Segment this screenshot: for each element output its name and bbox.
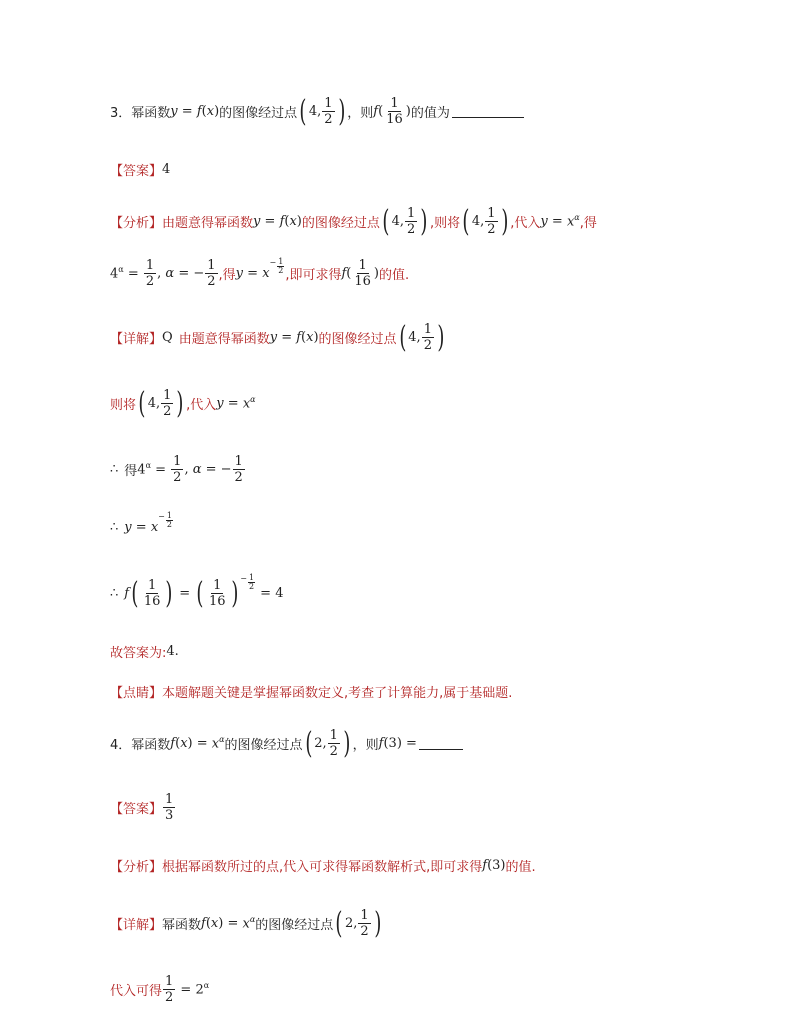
q3-final: 故答案为: 4 . (110, 644, 179, 661)
q3-text: 幂函数 (131, 106, 171, 121)
q4-detail: 【详解】 幂函数 f ( x ) = $x^\alpha$ 的图像经过点 ( 2, $\frac{1}{2}$ ) (110, 905, 382, 941)
q3-step2: ∴ 得 $4^\alpha$ = $\frac{1}{2}$ , α = − $\frac{1}{2}$ (110, 454, 243, 485)
q3-step4: ∴ f ( $\frac{1}{16}$ ) = ( $\frac{1}{16}$ ) − $\frac{1}{2}$ = 4 (110, 573, 284, 611)
q3-answer (110, 160, 170, 179)
q3-detail: 【详解】 Q 由题意得幂函数 y = f ( x ) 的图像经过点 ( 4, $\frac{1}{2}$ ) (110, 319, 445, 355)
answer-blank (452, 105, 524, 118)
answer-label: 【答案】 (110, 164, 163, 179)
q4-analysis: 【分析】 根据幂函数所过的点,代入可求得幂函数解析式,即可求得 f (3) 的值. (110, 858, 536, 875)
analysis-label: 【分析】 (110, 216, 163, 231)
q4-question: 4． 幂函数 f ( x ) = $x^\alpha$ 的图像经过点 ( 2, $\frac{1}{2}$ ) ，则 f (3) = (110, 728, 463, 759)
q3-analysis-line2: $4^\alpha$ = $\frac{1}{2}$ , α = − $\frac{1}{2}$ ,得 y = x − $\frac{1}{2}$ ,即可求得 f ( $\frac{1}{16}$ ) 的值. (110, 257, 410, 289)
answer-blank (419, 737, 463, 750)
q3-number: 3． (110, 106, 132, 121)
q4-number: 4． (110, 738, 132, 753)
q3-analysis-line1: 【分析】 由题意得幂函数 y = f ( x ) 的图像经过点 ( 4, $\frac{1}{2}$ ) ,则将 ( 4, $\frac{1}{2}$ ) ,代入 y = $x^\alpha$ ,得 (110, 203, 597, 239)
q4-answer: 【答案】 $\frac{1}{3}$ (110, 792, 174, 823)
q3-step1: 则将 ( 4, $\frac{1}{2}$ ) ,代入 y = $x^\alpha$ (110, 385, 256, 421)
answer-value: 4 (162, 162, 171, 177)
q3-step3: ∴ y = x − $\frac{1}{2}$ (110, 511, 172, 535)
detail-label: 【详解】 (110, 332, 163, 347)
q4-step1: 代入可得 $\frac{1}{2}$ = $2^\alpha$ (110, 974, 210, 1005)
q3-comment: 【点睛】 本题解题关键是掌握幂函数定义,考查了计算能力,属于基础题. (110, 682, 512, 701)
answer-value: $\frac{1}{3}$ (165, 792, 174, 823)
q3-question: 3． 幂函数 y = f ( x ) 的图像经过点 ( 4, $\frac{1}{2}$ ) ，则 f ( $\frac{1}{16}$ ) 的值为 (110, 96, 524, 127)
comment-label: 【点睛】 (110, 686, 163, 701)
